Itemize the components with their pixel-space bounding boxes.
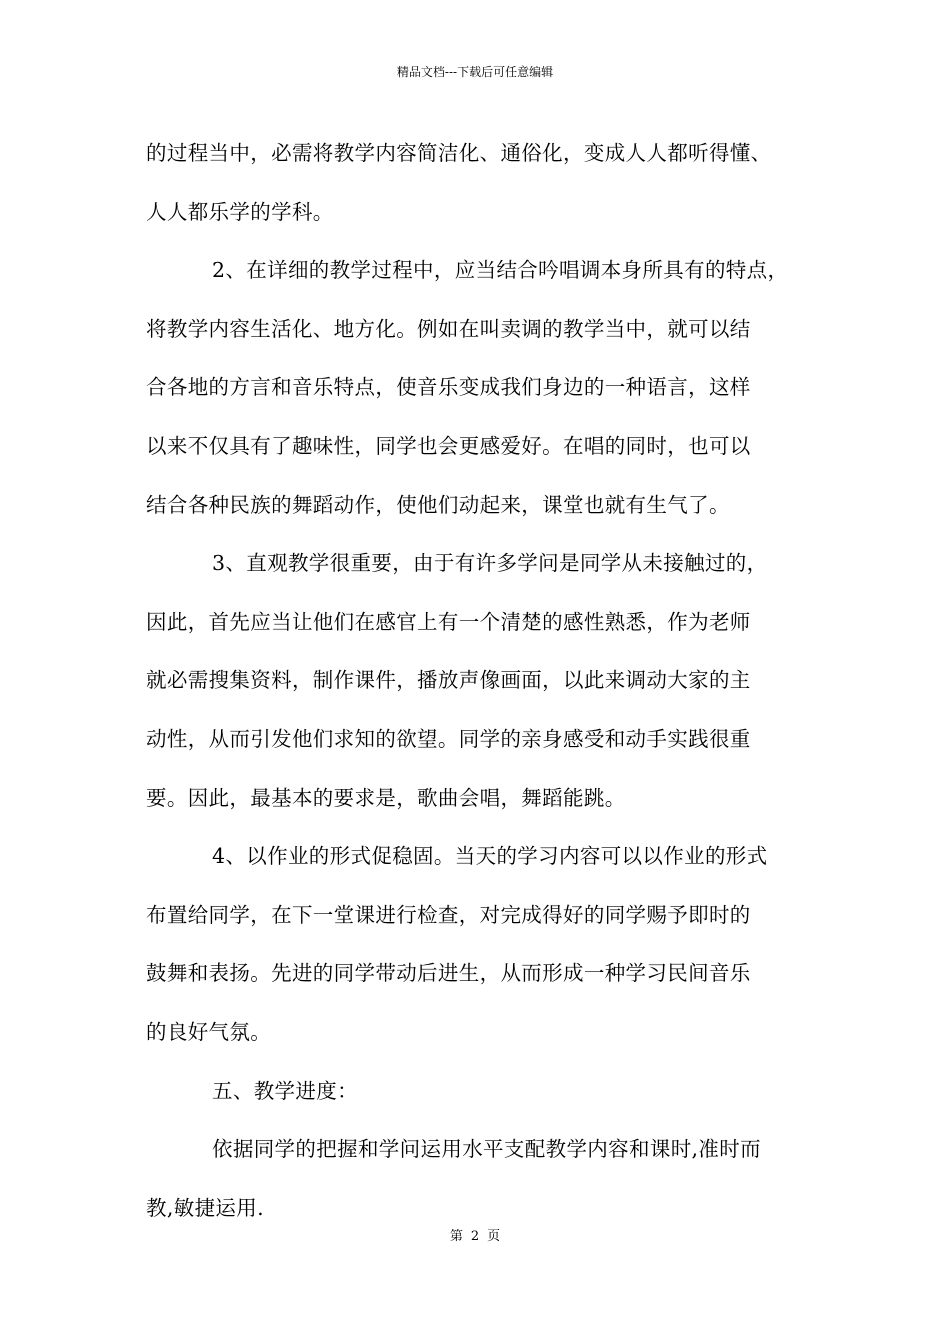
text-line-9: 因此，首先应当让他们在感官上有一个清楚的感性熟悉，作为老师 xyxy=(146,609,751,634)
text-line-2: 人人都乐学的学科。 xyxy=(146,199,334,224)
text-line-14: 布置给同学，在下一堂课进行检查，对完成得好的同学赐予即时的 xyxy=(146,902,751,927)
text-line-11: 动性，从而引发他们求知的欲望。同学的亲身感受和动手实践很重 xyxy=(146,726,751,751)
page-header: 精品文档---下载后可任意编辑 xyxy=(396,65,554,79)
footer-prefix: 第 xyxy=(449,1229,463,1244)
text-line-3: 2、在详细的教学过程中，应当结合吟唱调本身所具有的特点， xyxy=(212,258,789,283)
document-body xyxy=(146,124,810,1237)
page-number: 2 xyxy=(470,1229,480,1244)
text-line-4: 将教学内容生活化、地方化。例如在叫卖调的教学当中，就可以结 xyxy=(146,316,751,341)
text-line-7: 结合各种民族的舞蹈动作，使他们动起来，课堂也就有生气了。 xyxy=(146,492,730,517)
text-line-15: 鼓舞和表扬。先进的同学带动后进生，从而形成一种学习民间音乐 xyxy=(146,961,751,986)
text-line-18: 依据同学的把握和学问运用水平支配教学内容和课时,准时而 xyxy=(212,1137,761,1162)
text-line-12: 要。因此，最基本的要求是，歌曲会唱，舞蹈能跳。 xyxy=(146,785,626,810)
text-line-1: 的过程当中，必需将教学内容简洁化、通俗化，变成人人都听得懂、 xyxy=(146,141,772,165)
text-line-5: 合各地的方言和音乐特点，使音乐变成我们身边的一种语言，这样 xyxy=(146,375,751,400)
text-line-8: 3、直观教学很重要，由于有许多学问是同学从未接触过的， xyxy=(212,551,768,576)
text-line-13: 4、以作业的形式促稳固。当天的学习内容可以以作业的形式 xyxy=(212,844,768,869)
section-heading: 五、教学进度： xyxy=(212,1078,358,1103)
text-line-16: 的良好气氛。 xyxy=(146,1019,272,1044)
page-footer xyxy=(0,1228,950,1246)
footer-suffix: 页 xyxy=(487,1229,501,1244)
text-line-19: 教,敏捷运用. xyxy=(146,1195,264,1220)
text-line-10: 就必需搜集资料，制作课件，播放声像画面，以此来调动大家的主 xyxy=(146,668,751,693)
text-line-6: 以来不仅具有了趣味性，同学也会更感爱好。在唱的同时，也可以 xyxy=(146,433,751,458)
